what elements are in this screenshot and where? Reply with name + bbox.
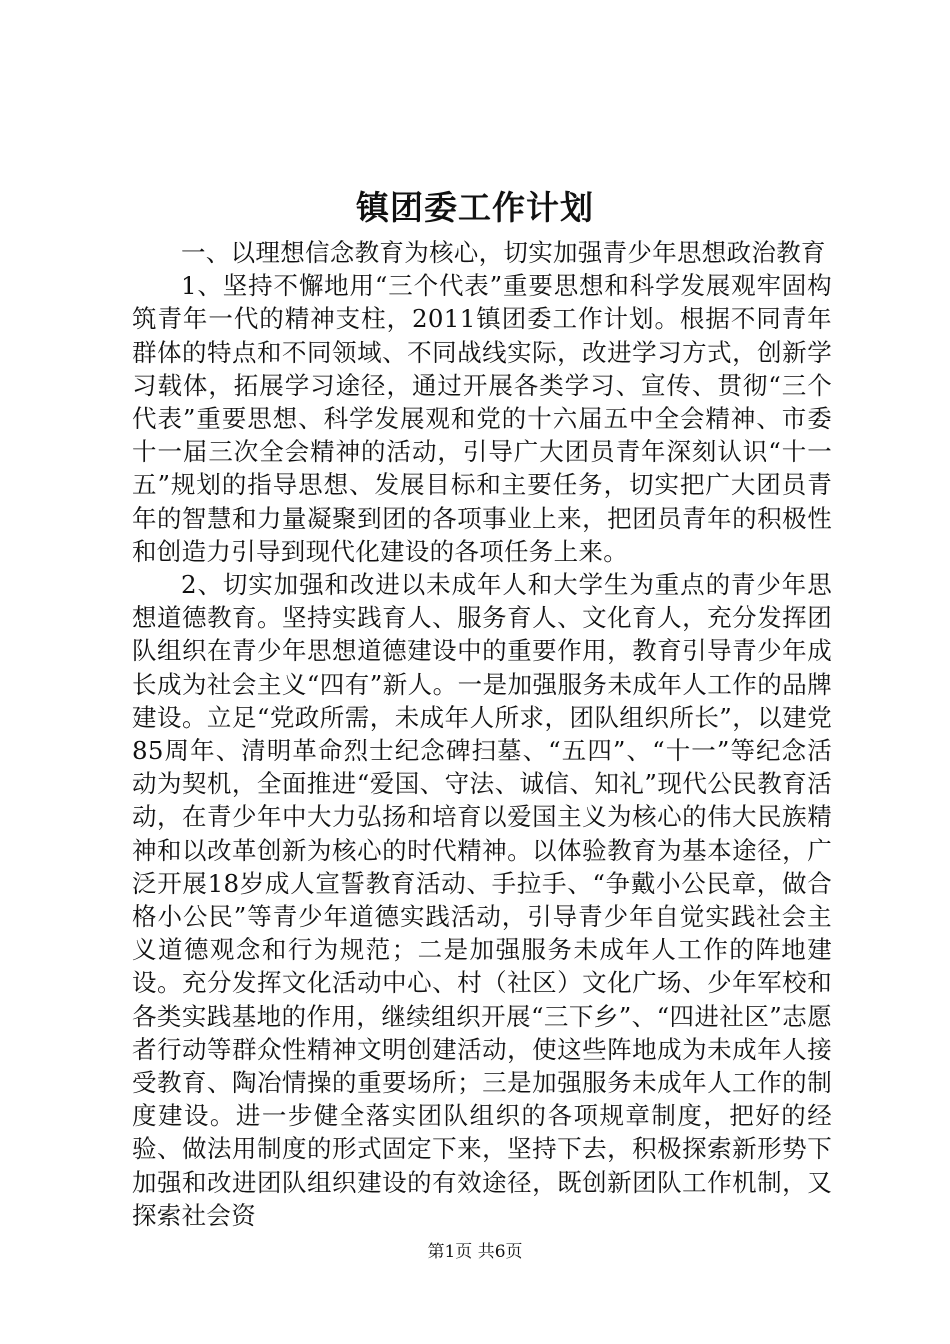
page-footer: 第1页 共6页 bbox=[427, 1242, 523, 1262]
paragraph-2: 2、切实加强和改进以未成年人和大学生为重点的青少年思想道德教育。坚持实践育人、服务育人、文化育人，充分发挥团队组织在青少年思想道德建设中的重要作用，教育引导青少年成长成为社会主义“四有”新人。一是加强服务未成年人工作的品牌建设。立足“党政所需，未成年人所求，团队组织所长”，以建党85周年、清明革命烈士纪念碑扫墓、“五四”、“十一”等纪念活动为契机，全面推进“爱国、守法、诚信、知礼”现代公民教育活动，在青少年中大力弘扬和培育以爱国主义为核心的伟大民族精神和以改革创新为核心的时代精神。以体验教育为基本途径，广泛开展18岁成人宣誓教育活动、手拉手、“争戴小公民章，做合格小公民”等青少年道德实践活动，引导青少年自觉实践社会主义道德观念和行为规范；二是加强服务未成年人工作的阵地建设。充分发挥文化活动中心、村（社区）文化广场、少年军校和各类实践基地的作用，继续组织开展“三下乡”、“四进社区”志愿者行动等群众性精神文明创建活动，使这些阵地成为未成年人接受教育、陶冶情操的重要场所；三是加强服务未成年人工作的制度建设。进一步健全落实团队组织的各项规章制度，把好的经验、做法用制度的形式固定下来，坚持下去，积极探索新形势下加强和改进团队组织建设的有效途径，既创新团队工作机制，又探索社会资 bbox=[132, 570, 832, 1230]
paragraph-1: 1、坚持不懈地用“三个代表”重要思想和科学发展观牢固构筑青年一代的精神支柱，2011镇团委工作计划。根据不同青年群体的特点和不同领域、不同战线实际，改进学习方式，创新学习载体，拓展学习途径，通过开展各类学习、宣传、贯彻“三个代表”重要思想、科学发展观和党的十六届五中全会精神、市委十一届三次全会精神的活动，引导广大团员青年深刻认识“十一五”规划的指导思想、发展目标和主要任务，切实把广大团员青年的智慧和力量凝聚到团的各项事业上来，把团员青年的积极性和创造力引导到现代化建设的各项任务上来。 bbox=[132, 271, 833, 566]
section-heading: 一、以理想信念教育为核心，切实加强青少年思想政治教育 bbox=[181, 238, 826, 267]
document-body bbox=[132, 236, 832, 1232]
page-title: 镇团委工作计划 bbox=[356, 188, 594, 227]
